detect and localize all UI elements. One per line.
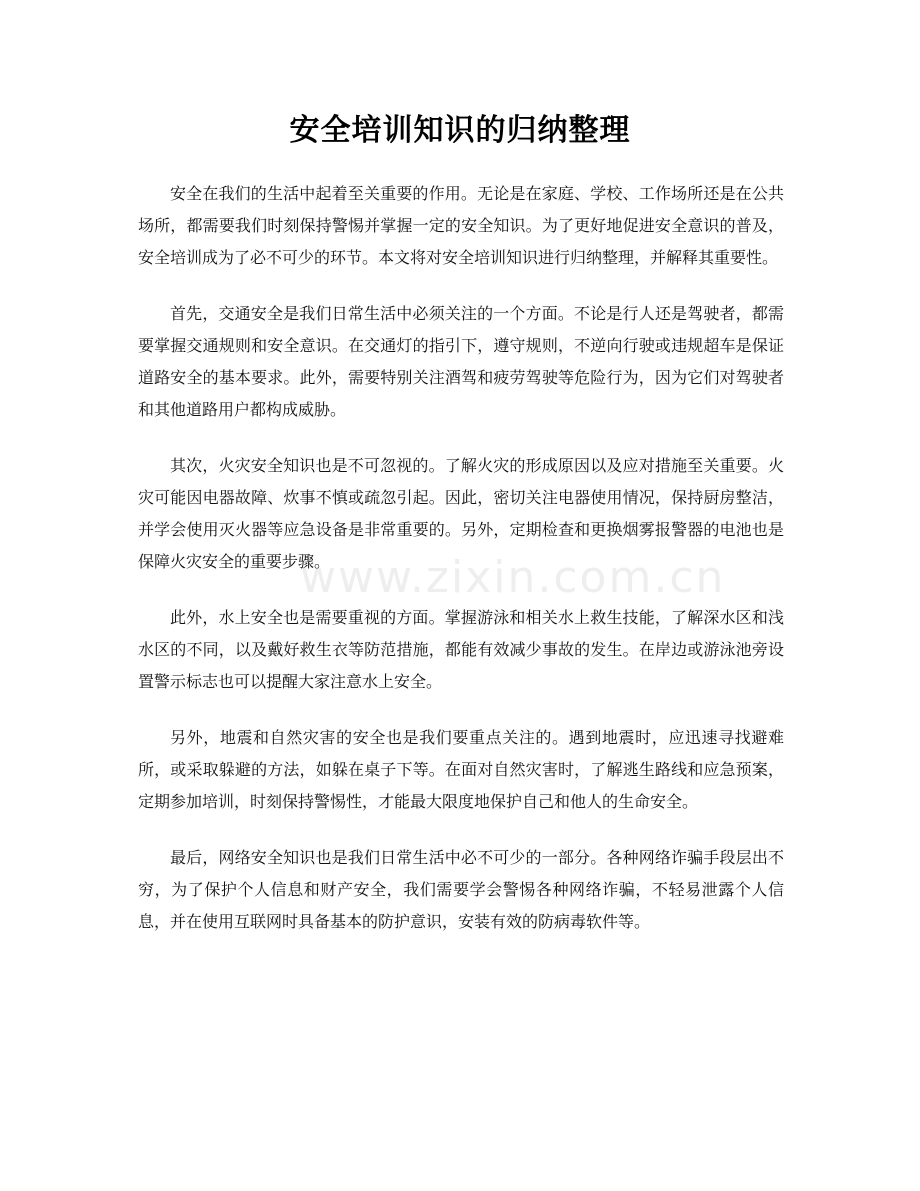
paragraph-intro: 安全在我们的生活中起着至关重要的作用。无论是在家庭、学校、工作场所还是在公共场所，都需要我们时刻保持警惕并掌握一定的安全知识。为了更好地促进安全意识的普及，安全培训成为了必不可少的环节。本文将对安全培训知识进行归纳整理，并解释其重要性。 xyxy=(138,184,784,267)
document-body xyxy=(138,178,784,962)
paragraph-traffic-safety: 首先，交通安全是我们日常生活中必须关注的一个方面。不论是行人还是驾驶者，都需要掌握交通规则和安全意识。在交通灯的指引下，遵守规则，不逆向行驶或违规超车是保证道路安全的基本要求。此外，需要特别关注酒驾和疲劳驾驶等危险行为，因为它们对驾驶者和其他道路用户都构成威胁。 xyxy=(138,304,784,419)
paragraph-network-safety: 最后，网络安全知识也是我们日常生活中必不可少的一部分。各种网络诈骗手段层出不穷，为了保护个人信息和财产安全，我们需要学会警惕各种网络诈骗，不轻易泄露个人信息，并在使用互联网时具备基本的防护意识，安装有效的防病毒软件等。 xyxy=(138,848,784,931)
document-title: 安全培训知识的归纳整理 xyxy=(289,113,631,148)
paragraph-fire-safety: 其次，火灾安全知识也是不可忽视的。了解火灾的形成原因以及应对措施至关重要。火灾可能因电器故障、炊事不慎或疏忽引起。因此，密切关注电器使用情况，保持厨房整洁，并学会使用灭火器等应急设备是非常重要的。另外，定期检查和更换烟雾报警器的电池也是保障火灾安全的重要步骤。 xyxy=(138,456,784,571)
watermark: www.zixin.com.cn xyxy=(300,552,726,603)
paragraph-disaster-safety: 另外，地震和自然灾害的安全也是我们要重点关注的。遇到地震时，应迅速寻找避难所，或采取躲避的方法，如躲在桌子下等。在面对自然灾害时，了解逃生路线和应急预案，定期参加培训，时刻保持警惕性，才能最大限度地保护自己和他人的生命安全。 xyxy=(138,728,784,811)
paragraph-water-safety: 此外，水上安全也是需要重视的方面。掌握游泳和相关水上救生技能，了解深水区和浅水区的不同，以及戴好救生衣等防范措施，都能有效减少事故的发生。在岸边或游泳池旁设置警示标志也可以提醒大家注意水上安全。 xyxy=(138,608,784,691)
